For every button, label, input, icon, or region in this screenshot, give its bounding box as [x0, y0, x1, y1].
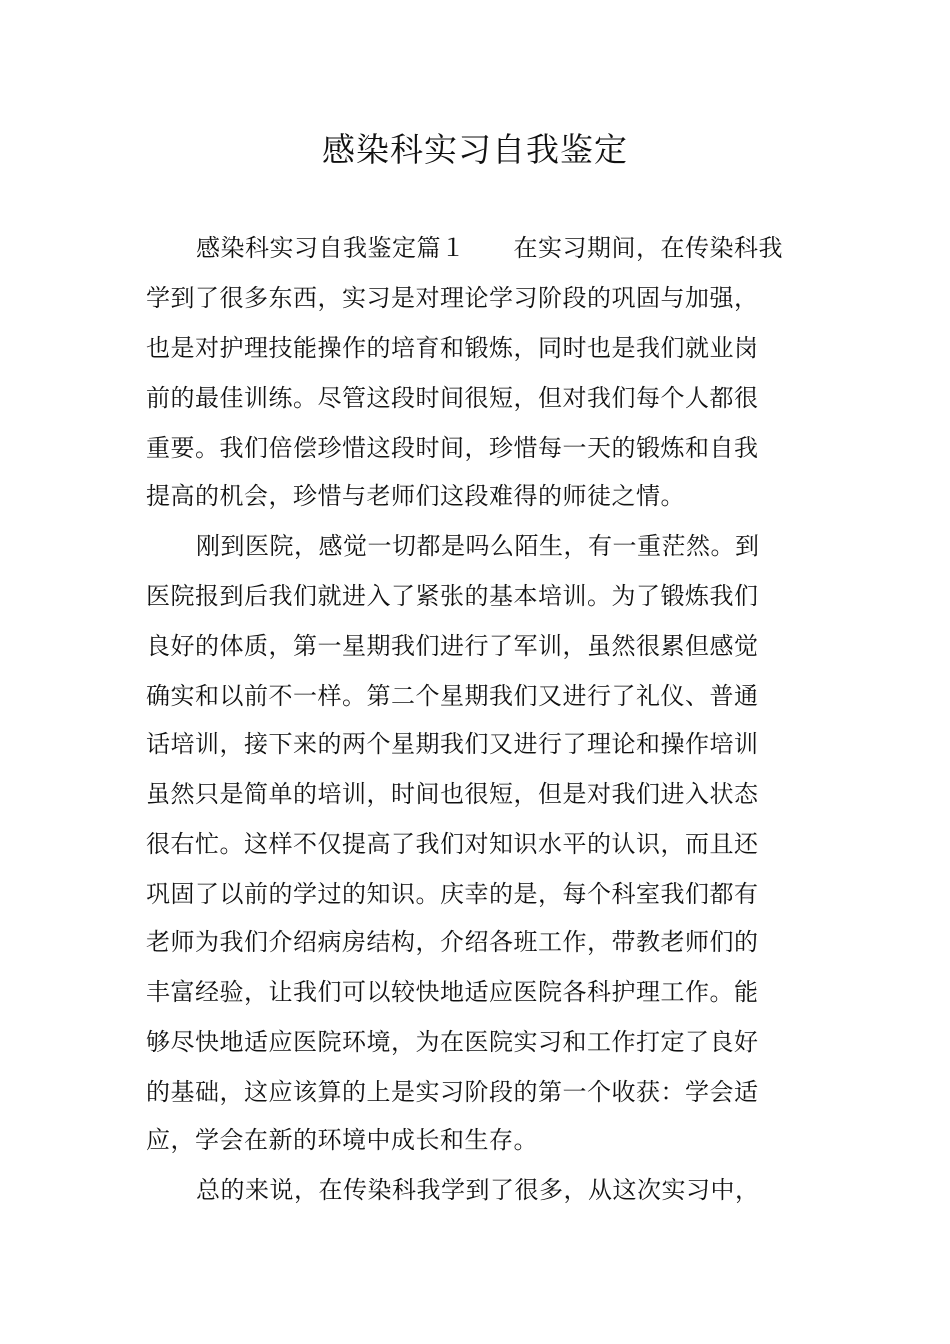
- paragraph-line: 话培训，接下来的两个星期我们又进行了理论和操作培训: [146, 730, 759, 758]
- paragraph-1-line-1: [196, 228, 783, 268]
- paragraph-line: 的基础，这应该算的上是实习阶段的第一个收获：学会适: [146, 1078, 759, 1106]
- paragraph-line: 医院报到后我们就进入了紧张的基本培训。为了锻炼我们: [146, 582, 759, 610]
- section-heading: 感染科实习自我鉴定篇１: [196, 234, 466, 262]
- paragraph-line: 良好的体质，第一星期我们进行了军训，虽然很累但感觉: [146, 632, 759, 660]
- paragraph-line: 学到了很多东西，实习是对理论学习阶段的巩固与加强，: [146, 284, 759, 312]
- paragraph-3-line-1: 总的来说，在传染科我学到了很多，从这次实习中，: [196, 1176, 760, 1204]
- paragraph-line: 丰富经验，让我们可以较快地适应医院各科护理工作。能: [146, 978, 759, 1006]
- paragraph-line: 应，学会在新的环境中成长和生存。: [146, 1126, 538, 1154]
- paragraph-text: 在实习期间，在传染科我: [513, 234, 783, 262]
- paragraph-2-line-1: 刚到医院，感觉一切都是吗么陌生，有一重茫然。到: [196, 532, 760, 560]
- paragraph-line: 提高的机会，珍惜与老师们这段难得的师徒之情。: [146, 482, 685, 510]
- paragraph-line: 前的最佳训练。尽管这段时间很短，但对我们每个人都很: [146, 384, 759, 412]
- paragraph-line: 也是对护理技能操作的培育和锻炼，同时也是我们就业岗: [146, 334, 759, 362]
- paragraph-line: 很右忙。这样不仅提高了我们对知识水平的认识，而且还: [146, 830, 759, 858]
- paragraph-line: 够尽快地适应医院环境，为在医院实习和工作打定了良好: [146, 1028, 759, 1056]
- paragraph-line: 虽然只是简单的培训，时间也很短，但是对我们进入状态: [146, 780, 759, 808]
- paragraph-line: 重要。我们倍偿珍惜这段时间，珍惜每一天的锻炼和自我: [146, 434, 759, 462]
- paragraph-line: 老师为我们介绍病房结构，介绍各班工作，带教老师们的: [146, 928, 759, 956]
- paragraph-line: 确实和以前不一样。第二个星期我们又进行了礼仪、普通: [146, 682, 759, 710]
- paragraph-line: 巩固了以前的学过的知识。庆幸的是，每个科室我们都有: [146, 880, 759, 908]
- document-title: 感染科实习自我鉴定: [322, 130, 628, 169]
